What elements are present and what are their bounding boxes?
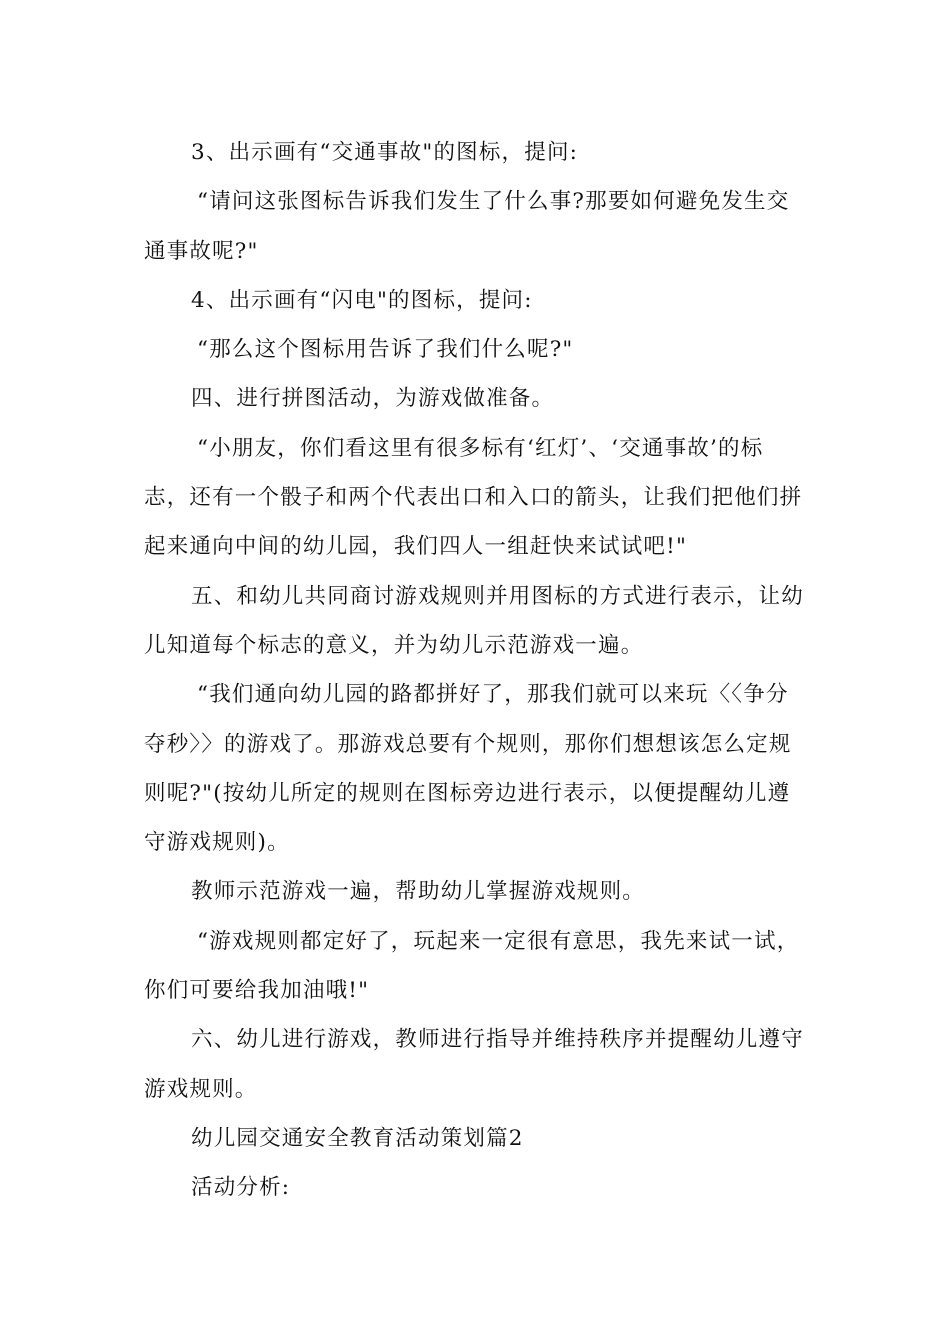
- paragraph-quote-accident: “请问这张图标告诉我们发生了什么事?那要如何避免发生交通事故呢?": [144, 189, 790, 264]
- paragraph-quote-lightning: “那么这个图标用告诉了我们什么呢?": [197, 337, 574, 363]
- section-heading-part-2: 幼儿园交通安全教育活动策划篇2: [191, 1125, 524, 1151]
- paragraph-step-3: 3、出示画有“交通事故"的图标，提问:: [191, 140, 579, 165]
- paragraph-teacher-demo: 教师示范游戏一遍，帮助幼儿掌握游戏规则。: [191, 879, 646, 905]
- paragraph-section-5: 五、和幼儿共同商讨游戏规则并用图标的方式进行表示，让幼儿知道每个标志的意义，并为幼儿示范游戏一遍。: [144, 583, 804, 658]
- paragraph-section-4: 四、进行拼图活动，为游戏做准备。: [191, 386, 555, 412]
- subheading-activity-analysis: 活动分析:: [191, 1175, 291, 1201]
- paragraph-step-4: 4、出示画有“闪电"的图标，提问:: [191, 287, 533, 313]
- paragraph-section-6: 六、幼儿进行游戏，教师进行指导并维持秩序并提醒幼儿遵守游戏规则。: [144, 1027, 804, 1102]
- paragraph-quote-rules: “我们通向幼儿园的路都拼好了，那我们就可以来玩〈〈争分夺秒〉〉的游戏了。那游戏总要有个规则，那你们想想该怎么定规则呢?"(按幼儿所定的规则在图标旁边进行表示，以便提醒幼儿遵守游戏规则)。: [144, 682, 792, 856]
- paragraph-quote-cheer: “游戏规则都定好了，玩起来一定很有意思，我先来试一试，你们可要给我加油哦!": [144, 928, 800, 1004]
- paragraph-quote-puzzle: “小朋友，你们看这里有很多标有‘红灯’、‘交通事故’的标志，还有一个骰子和两个代表出口和入口的箭头，让我们把他们拼起来通向中间的幼儿园，我们四人一组赶快来试试吧!": [144, 435, 803, 560]
- document-body: [144, 128, 808, 1213]
